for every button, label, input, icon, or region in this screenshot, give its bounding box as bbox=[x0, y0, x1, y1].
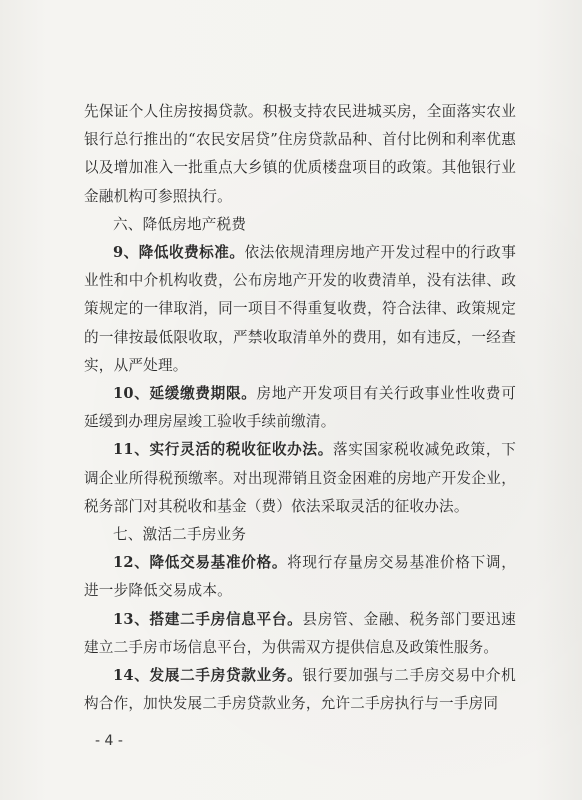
item-lead: 13、搭建二手房信息平台。 bbox=[113, 610, 303, 628]
paragraph-item-10 bbox=[84, 380, 516, 436]
item-lead: 12、降低交易基准价格。 bbox=[113, 554, 288, 572]
paragraph-item-9 bbox=[84, 239, 516, 380]
item-text: 将现行存量房交易基准价格下调，进一步降低交易成本。 bbox=[84, 554, 516, 600]
item-lead: 11、实行灵活的税收征收办法。 bbox=[113, 441, 333, 459]
page-number: - 4 - bbox=[95, 733, 123, 749]
section-heading-tax bbox=[84, 211, 516, 239]
paragraph-item-12 bbox=[84, 549, 516, 605]
document-body bbox=[84, 98, 516, 718]
section-heading-text: 六、降低房地产税费 bbox=[113, 215, 247, 233]
item-text: 房地产开发项目有关行政事业性收费可延缓到办理房屋竣工验收手续前缴清。 bbox=[84, 385, 517, 431]
item-text: 依法依规清理房地产开发过程中的行政事业性和中介机构收费，公布房地产开发的收费清单，没有法律、政策规定的一律取消，同一项目不得重复收费，符合法律、政策规定的一律按最低限收取，严禁收取清单外的费用，如有违反，一经查实，从严处理。 bbox=[84, 244, 516, 374]
item-text: 县房管、金融、税务部门要迅速建立二手房市场信息平台，为供需双方提供信息及政策性服务。 bbox=[84, 610, 516, 656]
item-lead: 14、发展二手房贷款业务。 bbox=[113, 667, 303, 685]
section-heading-text: 七、激活二手房业务 bbox=[113, 526, 247, 544]
item-lead: 9、降低收费标准。 bbox=[113, 244, 245, 262]
section-heading-second-hand bbox=[84, 521, 516, 549]
paragraph-item-14 bbox=[84, 662, 516, 718]
item-text: 银行要加强与二手房交易中介机构合作，加快发展二手房贷款业务，允许二手房执行与一手房同 bbox=[84, 667, 516, 713]
item-text: 落实国家税收减免政策，下调企业所得税预缴率。对出现滞销且资金困难的房地产开发企业，税务部门对其税收和基金（费）依法采取灵活的征收办法。 bbox=[84, 441, 516, 515]
paragraph-item-13 bbox=[84, 606, 516, 662]
paragraph-text: 先保证个人住房按揭贷款。积极支持农民进城买房，全面落实农业银行总行推出的“农民安居贷”住房贷款品种、首付比例和利率优惠以及增加准入一批重点大乡镇的优质楼盘项目的政策。其他银行业金融机构可参照执行。 bbox=[84, 103, 516, 205]
paragraph-item-11 bbox=[84, 436, 516, 521]
item-lead: 10、延缓缴费期限。 bbox=[113, 385, 257, 403]
paragraph-housing-loan bbox=[84, 98, 516, 211]
